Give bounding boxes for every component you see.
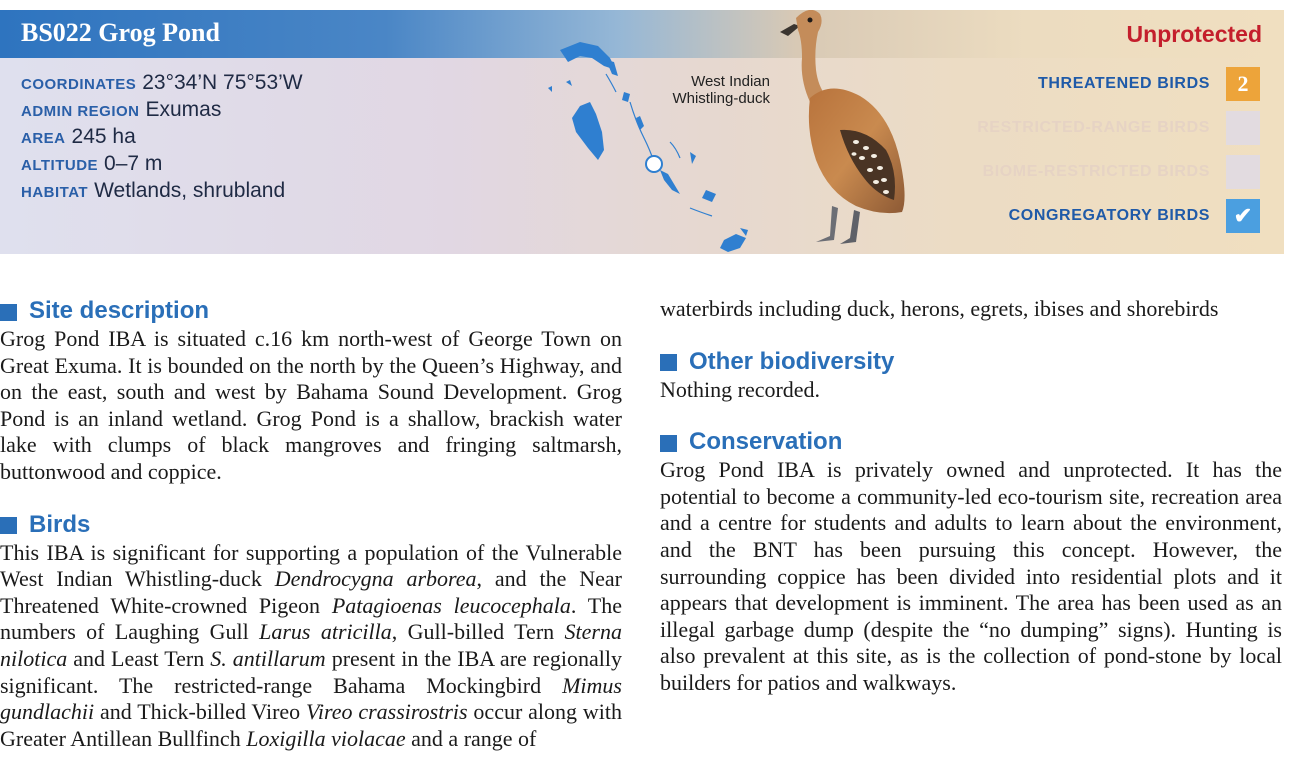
site-description-heading: Site description: [0, 296, 622, 326]
species-illustration-label: West Indian Whistling-duck: [672, 73, 770, 107]
criterion-biome-restricted-birds: BIOME-RESTRICTED BIRDS: [983, 155, 1260, 189]
section-square-icon: [660, 435, 677, 452]
section-square-icon: [660, 354, 677, 371]
criterion-threatened-birds: THREATENED BIRDS 2: [1038, 67, 1260, 101]
fact-habitat: HABITAT Wetlands, shrubland: [21, 179, 286, 202]
conservation-heading: Conservation: [660, 427, 1282, 457]
biome-restricted-birds-box: [1226, 155, 1260, 189]
site-header-panel: [0, 10, 1284, 254]
restricted-range-birds-box: [1226, 111, 1260, 145]
fact-altitude: ALTITUDE 0–7 m: [21, 152, 163, 175]
checkmark-icon: ✔: [1226, 199, 1260, 233]
protection-status: Unprotected: [1126, 21, 1262, 47]
fact-area: AREA 245 ha: [21, 125, 136, 148]
threatened-birds-count: 2: [1226, 67, 1260, 101]
criterion-congregatory-birds: CONGREGATORY BIRDS ✔: [1009, 199, 1260, 233]
conservation-text: Grog Pond IBA is privately owned and unprotected. It has the potential to become a community-led eco-tourism site, recreation area and a centre for students and adults to learn about the environment, and the BNT has been pursuing this concept. However, the surrounding coppice has been divided into residential plots and it appears that development is imminent. The area has been used as an illegal garbage dump (despite the “no dumping” signs). Hunting is also prevalent at this site, as is the collection of pond-stone by local builders for patios and walkways.: [660, 457, 1282, 695]
fact-coordinates: COORDINATES 23°34’N 75°53’W: [21, 71, 303, 94]
left-column: [0, 296, 622, 752]
other-biodiversity-heading: Other biodiversity: [660, 347, 1282, 377]
other-biodiversity-text: Nothing recorded.: [660, 376, 821, 402]
site-facts: [21, 70, 303, 205]
section-square-icon: [0, 304, 17, 321]
right-column: [660, 296, 1282, 697]
birds-heading: Birds: [0, 510, 622, 540]
fact-admin-region: ADMIN REGION Exumas: [21, 98, 222, 121]
site-title: BS022 Grog Pond: [21, 18, 220, 47]
criterion-restricted-range-birds: RESTRICTED-RANGE BIRDS: [977, 111, 1260, 145]
birds-text: This IBA is significant for supporting a population of the Vulnerable West Indian Whistling-duck Dendrocygna arborea, and the Near Threatened White-crowned Pigeon Patagioenas leucocephala. The numbers of Laughing Gull Larus atricilla, Gull-billed Tern Sterna nilotica and Least Tern S. antillarum present in the IBA are regionally significant. The restricted-range Bahama Mockingbird Mimus gundlachii and Thick-billed Vireo Vireo crassirostris occur along with Greater Antillean Bullfinch Loxigilla violacae and a range of: [0, 539, 622, 751]
section-square-icon: [0, 517, 17, 534]
birds-text-continued: waterbirds including duck, herons, egrets, ibises and shorebirds: [660, 296, 1219, 321]
site-location-marker: [646, 156, 662, 172]
site-description-text: Grog Pond IBA is situated c.16 km north-west of George Town on Great Exuma. It is bounded on the north by the Queen’s Highway, and on the east, south and west by Bahama Sound Development. Grog Pond is an inland wetland. Grog Pond is a shallow, brackish water lake with clumps of black mangroves and fringing saltmarsh, buttonwood and coppice.: [0, 326, 622, 484]
whistling-duck-illustration: [770, 10, 920, 254]
locator-map: [540, 22, 770, 258]
